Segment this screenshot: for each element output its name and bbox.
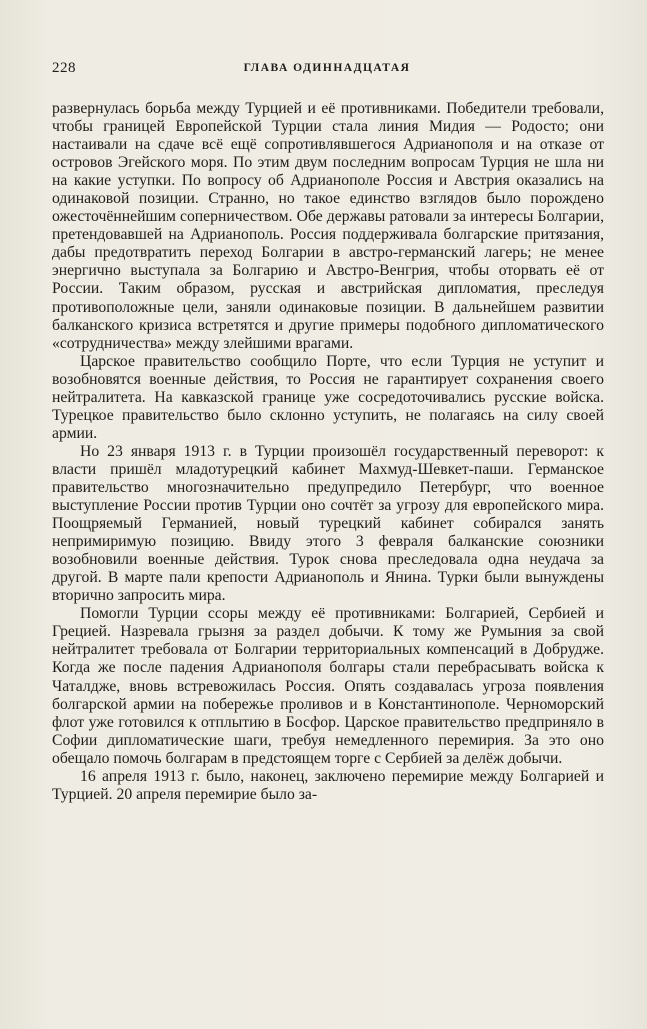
paragraph: Но 23 января 1913 г. в Турции произошёл государственный переворот: к власти пришёл младотурецкий кабинет Махмуд-Шевкет-паши. Германское правительство многозначительно предупредило Петербург, что военное выступление России против Турции оно сочтёт за угрозу для европейского мира. Поощряемый Германией, новый турецкий кабинет собирался занять непримиримую позицию. Ввиду этого 3 февраля балканские союзники возобновили военные действия. Турок снова преследовала одна неудача за другой. В марте пали крепости Адрианополь и Янина. Турки были вынуждены вторично запросить мира. (52, 442, 604, 605)
body-text (52, 100, 604, 804)
running-head (52, 60, 602, 80)
page-number: 228 (52, 60, 76, 76)
paragraph: Помогли Турции ссоры между её противниками: Болгарией, Сербией и Грецией. Назревала грызня за раздел добычи. К тому же Румыния за свой нейтралитет требовала от Болгарии территориальных компенсаций в Добрудже. Когда же после падения Адрианополя болгары стали перебрасывать войска к Чаталдже, вновь встревожилась Россия. Опять создавалась угроза появления болгарской армии на побережье проливов и в Константинополе. Черноморский флот уже готовился к отплытию в Босфор. Царское правительство предприняло в Софии дипломатические шаги, требуя немедленного перемирия. За это оно обещало помочь болгарам в предстоящем торге с Сербией за делёж добычи. (52, 605, 604, 767)
paragraph: Царское правительство сообщило Порте, что если Турция не уступит и возобновятся военные действия, то Россия не гарантирует сохранения своего нейтралитета. На кавказской границе уже сосредоточивались русские войска. Турецкое правительство было склонно уступить, не полагаясь на силу своей армии. (52, 352, 604, 442)
paragraph: 16 апреля 1913 г. было, наконец, заключено перемирие между Болгарией и Турцией. 20 апреля перемирие было за- (52, 767, 604, 803)
paragraph: развернулась борьба между Турцией и её противниками. Победители требовали, чтобы границей Европейской Турции стала линия Мидия — Родосто; они настаивали на сдаче всё ещё сопротивлявшегося Адрианополя и на отказе от островов Эгейского моря. По этим двум последним вопросам Турция не шла ни на какие уступки. По вопросу об Адрианополе Россия и Австрия оказались на одинаковой позиции. Странно, но такое единство взглядов было порождено ожесточённейшим соперничеством. Обе державы ратовали за интересы Болгарии, претендовавшей на Адрианополь. Россия поддерживала болгарские притязания, дабы предотвратить переход Болгарии в австро-германский лагерь; не менее энергично выступала за Болгарию и Австро-Венгрия, чтобы оторвать её от России. Таким образом, русская и австрийская дипломатия, преследуя противоположные цели, заняли одинаковые позиции. В дальнейшем развитии балканского кризиса встретятся и другие примеры подобного дипломатического «сотрудничества» между злейшими врагами. (52, 100, 604, 352)
chapter-title: ГЛАВА ОДИННАДЦАТАЯ (243, 62, 411, 74)
